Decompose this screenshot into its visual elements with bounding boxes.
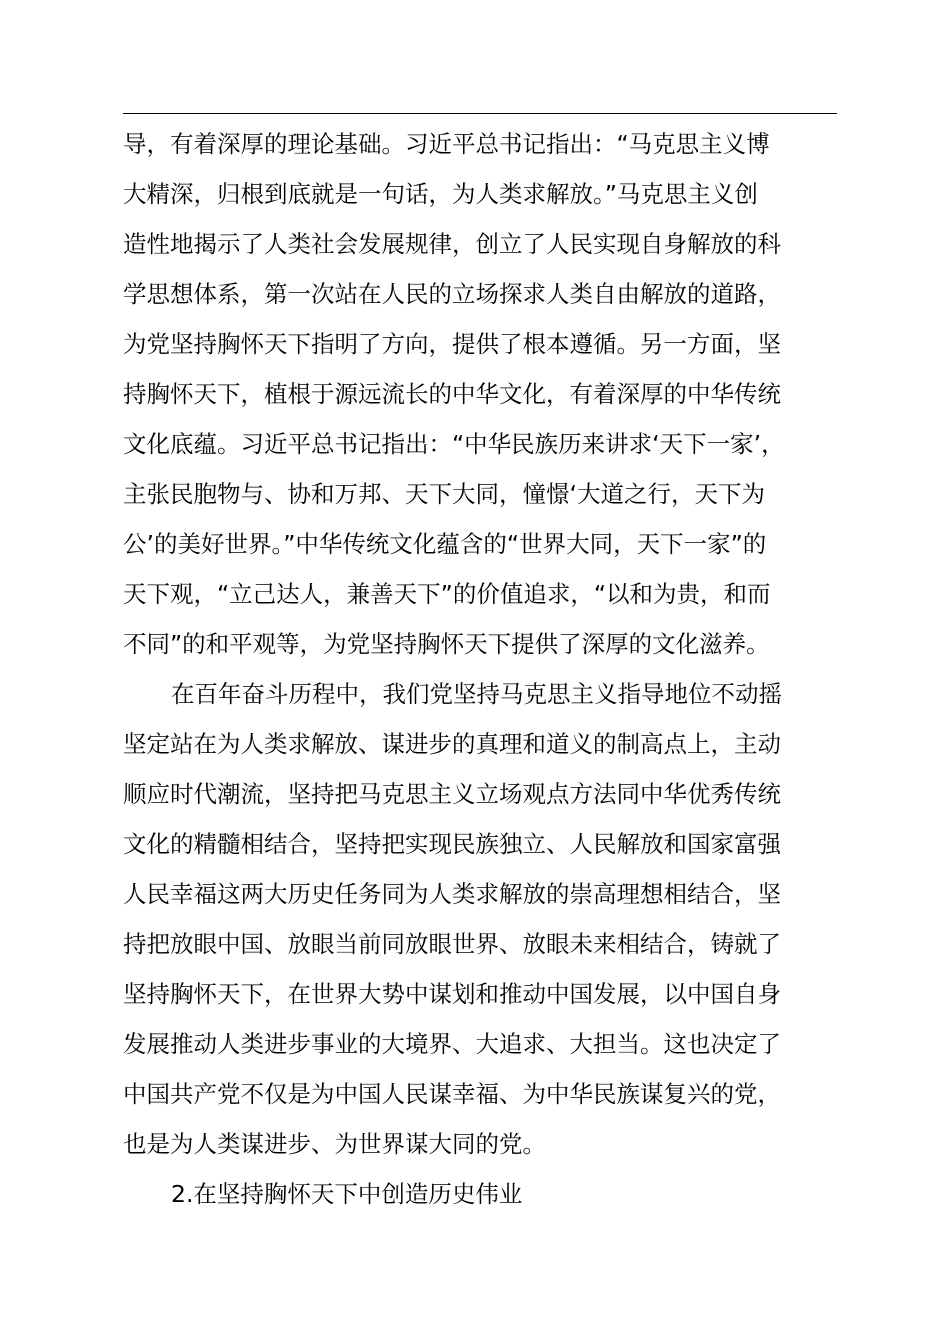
text-line: 坚定站在为人类求解放、谋进步的真理和道义的制高点上，主动 (123, 730, 781, 758)
paragraph-first-line: 在百年奋斗历程中，我们党坚持马克思主义指导地位不动摇 (171, 680, 782, 708)
text-line: 发展推动人类进步事业的大境界、大追求、大担当。这也决定了 (123, 1030, 781, 1058)
text-line: 人民幸福这两大历史任务同为人类求解放的崇高理想相结合，坚 (123, 880, 781, 908)
text-line: 公’的美好世界。”中华传统文化蕴含的“世界大同，天下一家”的 (123, 530, 767, 558)
text-line: 文化底蕴。习近平总书记指出：“中华民族历来讲求‘天下一家’， (123, 430, 785, 458)
text-line: 持把放眼中国、放眼当前同放眼世界、放眼未来相结合，铸就了 (123, 930, 781, 958)
header-rule (123, 113, 837, 114)
text-line: 学思想体系，第一次站在人民的立场探求人类自由解放的道路， (123, 280, 781, 308)
text-line: 主张民胞物与、协和万邦、天下大同，憧憬‘大道之行，天下为 (123, 480, 765, 508)
text-line: 顺应时代潮流，坚持把马克思主义立场观点方法同中华优秀传统 (123, 780, 781, 808)
text-line: 天下观，“立己达人，兼善天下”的价值追求，“以和为贵，和而 (123, 580, 771, 608)
text-line: 也是为人类谋进步、为世界谋大同的党。 (123, 1130, 546, 1158)
text-line: 不同”的和平观等，为党坚持胸怀天下提供了深厚的文化滋养。 (123, 630, 770, 658)
text-line: 文化的精髓相结合，坚持把实现民族独立、人民解放和国家富强 (123, 830, 781, 858)
text-line: 中国共产党不仅是为中国人民谋幸福、为中华民族谋复兴的党， (123, 1080, 781, 1108)
text-line: 为党坚持胸怀天下指明了方向，提供了根本遵循。另一方面，坚 (123, 330, 781, 358)
body-text (123, 119, 837, 1219)
text-line: 持胸怀天下，植根于源远流长的中华文化，有着深厚的中华传统 (123, 380, 781, 408)
text-line: 造性地揭示了人类社会发展规律，创立了人民实现自身解放的科 (123, 230, 781, 258)
text-line: 坚持胸怀天下，在世界大势中谋划和推动中国发展，以中国自身 (123, 980, 781, 1008)
paragraph-first-line: 2.在坚持胸怀天下中创造历史伟业 (171, 1180, 523, 1208)
text-line: 大精深，归根到底就是一句话，为人类求解放。”马克思主义创 (123, 180, 758, 208)
text-line: 导，有着深厚的理论基础。习近平总书记指出：“马克思主义博 (123, 130, 770, 158)
